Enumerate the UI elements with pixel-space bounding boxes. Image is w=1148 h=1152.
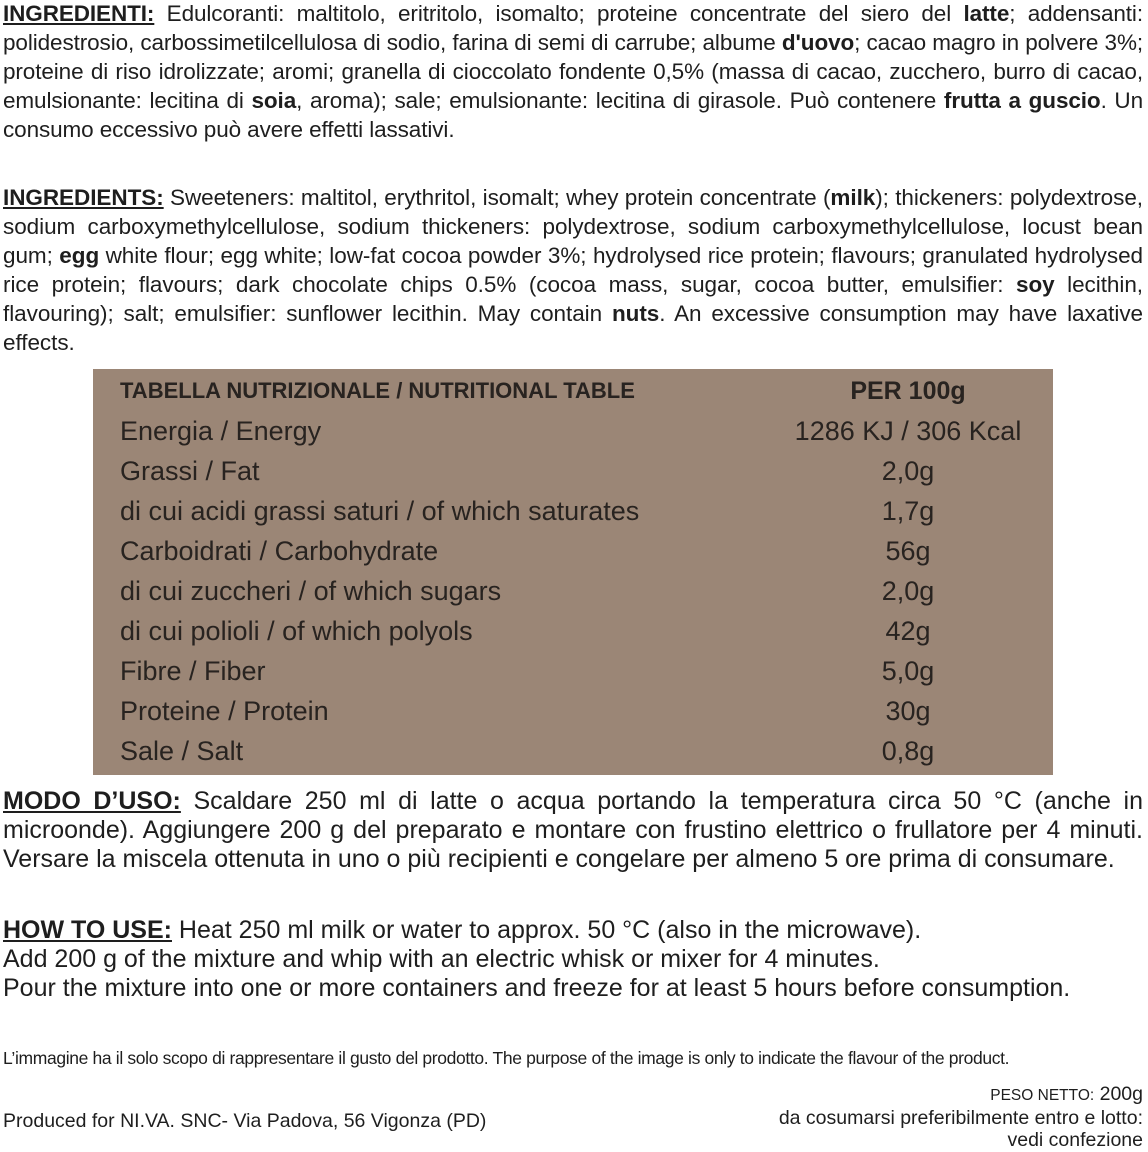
nutrient-value: 5,0g: [881, 656, 935, 686]
ingredients-text-5: . An excessive consumption may have laxative effects.: [3, 301, 1143, 355]
allergen-soia: soia: [251, 88, 297, 113]
modo-uso-text: Scaldare 250 ml di latte o acqua portando la temperatura circa 50 °C (anche in microonde). Aggiungere 200 g del preparato e montare con frustino elettrico o frullatore per 4 minuti. Versare la miscela ottenuta in uno o più recipienti e congelare per almeno 5 ore prima di consumare.: [3, 787, 1143, 873]
nutrition-table: [93, 369, 1053, 775]
nutrition-row-carbohydrate: [93, 531, 1053, 571]
ingredienti-text-2: ; addensanti: polidestrosio, carbossimetilcellulosa di sodio, farina di semi di carrube; albume: [3, 1, 1143, 55]
allergen-soy: soy: [1015, 272, 1055, 297]
producer-info: Produced for NI.VA. SNC- Via Padova, 56 Vigonza (PD): [3, 1110, 487, 1132]
nutrient-name: di cui zuccheri / of which sugars: [120, 576, 502, 606]
ingredienti-text-3: ; cacao magro in polvere 3%; proteine di riso idrolizzate; aromi; granella di cioccolato fondente 0,5% (massa di cacao, zucchero, burro di cacao, emulsionante: lecitina di: [3, 30, 1143, 113]
ingredienti-text-1: Edulcoranti: maltitolo, eritritolo, isomalto; proteine concentrate del siero del: [154, 1, 964, 26]
nutrition-row-polyols: [93, 611, 1053, 651]
nutrition-row-saturates: [93, 491, 1053, 531]
allergen-milk: milk: [830, 185, 876, 210]
nutrient-value: 2,0g: [881, 576, 935, 606]
nutrient-name: Sale / Salt: [120, 736, 244, 766]
ingredienti-label: INGREDIENTI:: [3, 1, 155, 26]
allergen-nuts: nuts: [611, 301, 660, 326]
ingredients-text-3: white flour; egg white; low-fat cocoa powder 3%; hydrolysed rice protein; flavours; granulated hydrolysed rice protein; flavours; dark chocolate chips 0.5% (cocoa mass, sugar, cocoa butter, emulsifier:: [3, 243, 1143, 297]
best-before-line: da cosumarsi preferibilmente entro e lotto:: [778, 1107, 1143, 1129]
nutrient-value: 56g: [885, 536, 931, 566]
nutrient-name: Proteine / Protein: [120, 696, 329, 726]
how-to-use-paragraph: [3, 916, 1143, 1003]
nutrient-value: 1286 KJ / 306 Kcal: [794, 416, 1022, 446]
net-weight-value: 200g: [1094, 1083, 1143, 1105]
how-to-use-line-2: Add 200 g of the mixture and whip with an electric whisk or mixer for 4 minutes.: [3, 945, 880, 973]
how-to-use-line-3: Pour the mixture into one or more containers and freeze for at least 5 hours before consumption.: [3, 974, 1071, 1002]
ingredients-text-2: ); thickeners: polydextrose, sodium carboxymethylcellulose, sodium thickeners: polydextrose, sodium carboxymethylcellulose, locust bean gum;: [3, 185, 1143, 268]
nutrient-name: Fibre / Fiber: [120, 656, 266, 686]
nutrition-row-fiber: [93, 651, 1053, 691]
allergen-egg: egg: [59, 243, 100, 268]
modo-uso-paragraph: [3, 787, 1143, 874]
ingredients-text-1: Sweeteners: maltitol, erythritol, isomalt; whey protein concentrate (: [163, 185, 831, 210]
allergen-uovo: d'uovo: [781, 30, 855, 55]
nutrient-name: Grassi / Fat: [120, 456, 260, 486]
how-to-use-label: HOW TO USE:: [3, 916, 172, 944]
nutrient-name: Energia / Energy: [120, 416, 322, 446]
ingredients-label: INGREDIENTS:: [3, 185, 164, 210]
see-package-line: vedi confezione: [1007, 1129, 1143, 1151]
how-to-use-line-1: Heat 250 ml milk or water to approx. 50 °C (also in the microwave).: [171, 916, 922, 944]
nutrition-row-protein: [93, 691, 1053, 731]
modo-uso-label: MODO D’USO:: [3, 787, 181, 815]
image-disclaimer: L’immagine ha il solo scopo di rappresentare il gusto del prodotto. The purpose of the image is only to indicate the flavour of the product.: [3, 1048, 1010, 1068]
nutrient-value: 42g: [885, 616, 931, 646]
nutrition-row-salt: [93, 731, 1053, 771]
allergen-latte: latte: [963, 1, 1010, 26]
net-weight-line: [779, 1083, 1143, 1107]
ingredients-paragraph: [3, 183, 1143, 357]
nutrient-name: Carboidrati / Carbohydrate: [120, 536, 439, 566]
ingredienti-paragraph: [3, 0, 1143, 144]
nutrition-header-row: [93, 371, 1053, 411]
nutrition-header-title: TABELLA NUTRIZIONALE / NUTRITIONAL TABLE: [120, 378, 635, 403]
net-weight-block: [779, 1083, 1143, 1151]
ingredienti-text-5: . Un consumo eccessivo può avere effetti lassativi.: [3, 88, 1143, 142]
nutrient-name: di cui polioli / of which polyols: [120, 616, 473, 646]
net-weight-label: PESO NETTO:: [990, 1087, 1095, 1104]
nutrition-row-sugars: [93, 571, 1053, 611]
ingredients-text-4: lecithin, flavouring); salt; emulsifier: sunflower lecithin. May contain: [3, 272, 1143, 326]
nutrition-header-per: PER 100g: [850, 377, 966, 405]
nutrient-value: 2,0g: [881, 456, 935, 486]
nutrient-value: 0,8g: [881, 736, 935, 766]
nutrient-value: 30g: [885, 696, 931, 726]
nutrition-row-fat: [93, 451, 1053, 491]
nutrient-name: di cui acidi grassi saturi / of which saturates: [120, 496, 640, 526]
allergen-frutta-a-guscio: frutta a guscio: [943, 88, 1101, 113]
nutrient-value: 1,7g: [881, 496, 935, 526]
ingredienti-text-4: , aroma); sale; emulsionante: lecitina di girasole. Può contenere: [296, 88, 944, 113]
nutrition-row-energy: [93, 411, 1053, 451]
